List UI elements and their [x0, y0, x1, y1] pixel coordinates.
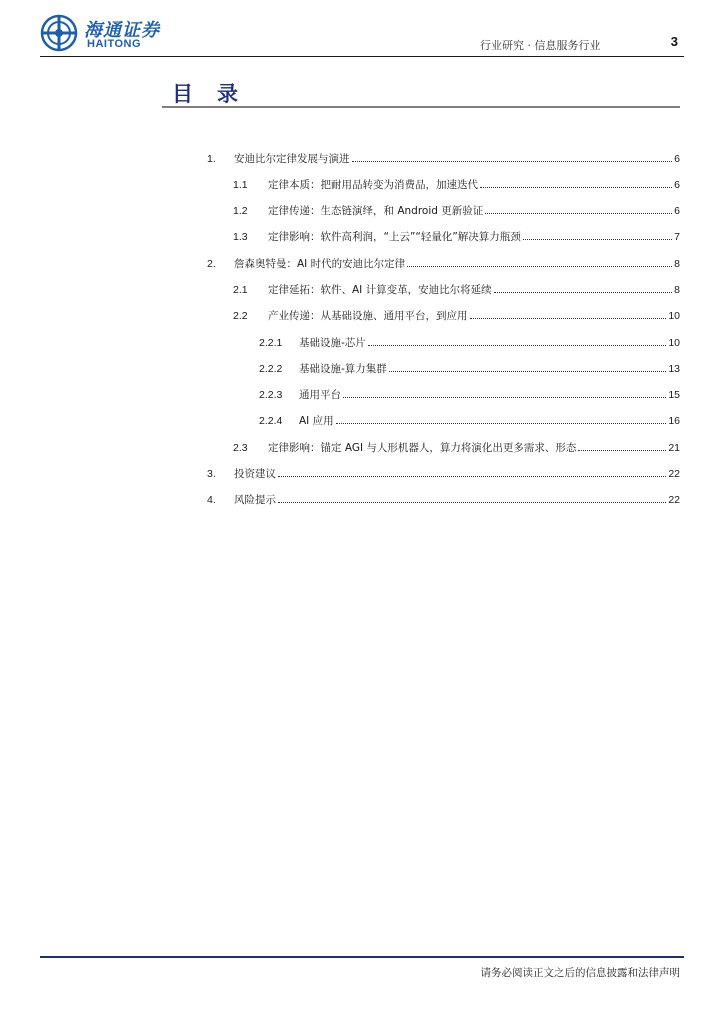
toc-entry-title: 基础设施-芯片	[299, 337, 366, 349]
toc-entry-title: 产业传递：从基础设施、通用平台，到应用	[268, 310, 468, 322]
toc-dot-leader	[278, 502, 666, 503]
toc-entry[interactable]	[259, 412, 680, 428]
toc-entry-page: 15	[668, 389, 680, 401]
toc-entry-number: 2.2.3	[259, 389, 283, 401]
toc-entry[interactable]	[207, 491, 680, 507]
toc-entry-title: 定律影响：锚定 AGI 与人形机器人，算力将演化出更多需求、形态	[268, 442, 577, 454]
toc-entry-number: 2.2	[233, 310, 248, 322]
toc-entry-page: 6	[674, 205, 680, 217]
haitong-logo-icon	[40, 14, 78, 52]
toc-dot-leader	[343, 397, 666, 398]
toc-entry-title: AI 应用	[299, 415, 334, 427]
toc-entry[interactable]	[233, 307, 680, 323]
toc-entry-page: 22	[668, 494, 680, 506]
toc-entry[interactable]	[233, 202, 680, 218]
toc-entry-number: 2.	[207, 258, 216, 270]
toc-dot-leader	[494, 292, 673, 293]
toc-entry-page: 8	[674, 284, 680, 296]
header-category: 行业研究 · 信息服务行业	[480, 39, 601, 52]
toc-entry-page: 16	[668, 415, 680, 427]
toc-title-divider	[162, 106, 680, 108]
toc-entry-title: 通用平台	[299, 389, 341, 401]
toc-dot-leader	[278, 476, 666, 477]
toc-entry-page: 10	[668, 337, 680, 349]
toc-entry-title: 安迪比尔定律发展与演进	[234, 153, 350, 165]
toc-entry[interactable]	[233, 228, 680, 244]
toc-entry-title: 投资建议	[234, 468, 276, 480]
toc-entry-page: 8	[674, 258, 680, 270]
toc-entry-number: 2.3	[233, 442, 248, 454]
toc-entry-page: 10	[668, 310, 680, 322]
toc-dot-leader	[352, 161, 673, 162]
toc-entry-page: 6	[674, 179, 680, 191]
toc-entry-number: 4.	[207, 494, 216, 506]
logo-chinese-text: 海通证券	[84, 20, 160, 41]
toc-entry-page: 22	[668, 468, 680, 480]
page-number: 3	[670, 34, 678, 49]
toc-entry-number: 2.2.1	[259, 337, 283, 349]
toc-entry-page: 6	[674, 153, 680, 165]
footer-disclaimer: 请务必阅读正文之后的信息披露和法律声明	[480, 967, 680, 979]
toc-entry-title: 定律延拓：软件、AI 计算变革，安迪比尔将延续	[268, 284, 492, 296]
toc-entry-title: 定律本质：把耐用品转变为消费品，加速迭代	[268, 179, 478, 191]
toc-entry[interactable]	[233, 176, 680, 192]
toc-dot-leader	[523, 239, 672, 240]
toc-entry-number: 1.	[207, 153, 216, 165]
toc-entry[interactable]	[259, 334, 680, 350]
toc-entry[interactable]	[207, 465, 680, 481]
toc-entry-number: 2.2.2	[259, 363, 283, 375]
header-divider	[40, 56, 684, 57]
toc-entry[interactable]	[207, 255, 680, 271]
toc-entry-page: 21	[668, 442, 680, 454]
toc-title: 目录	[172, 81, 262, 106]
toc-entry-title: 基础设施-算力集群	[299, 363, 387, 375]
logo-english-text: HAITONG	[87, 38, 142, 50]
toc-entry-number: 2.1	[233, 284, 248, 296]
toc-entry-page: 7	[674, 231, 680, 243]
toc-dot-leader	[336, 423, 667, 424]
toc-entry[interactable]	[233, 439, 680, 455]
toc-dot-leader	[389, 371, 667, 372]
toc-entry-number: 3.	[207, 468, 216, 480]
toc-entry-number: 2.2.4	[259, 415, 283, 427]
toc-entry-title: 风险提示	[234, 494, 276, 506]
toc-dot-leader	[470, 318, 667, 319]
toc-entry-title: 定律影响：软件高利润，“上云”“轻量化”解决算力瓶颈	[268, 231, 521, 243]
toc-entry-page: 13	[668, 363, 680, 375]
toc-entry-number: 1.1	[233, 179, 248, 191]
haitong-logo	[40, 14, 180, 54]
toc-dot-leader	[578, 450, 666, 451]
toc-entry-number: 1.2	[233, 205, 248, 217]
toc-entry-title: 定律传递：生态链演绎，和 Android 更新验证	[268, 205, 484, 217]
toc-entry-number: 1.3	[233, 231, 248, 243]
footer-divider	[40, 956, 684, 958]
toc-entry[interactable]	[233, 281, 680, 297]
toc-entry[interactable]	[207, 150, 680, 166]
toc-dot-leader	[368, 345, 667, 346]
toc-entry-title: 詹森奥特曼：AI 时代的安迪比尔定律	[234, 258, 406, 270]
toc-dot-leader	[407, 266, 672, 267]
toc-dot-leader	[480, 187, 672, 188]
toc-entry[interactable]	[259, 360, 680, 376]
toc-entry[interactable]	[259, 386, 680, 402]
toc-dot-leader	[485, 213, 672, 214]
